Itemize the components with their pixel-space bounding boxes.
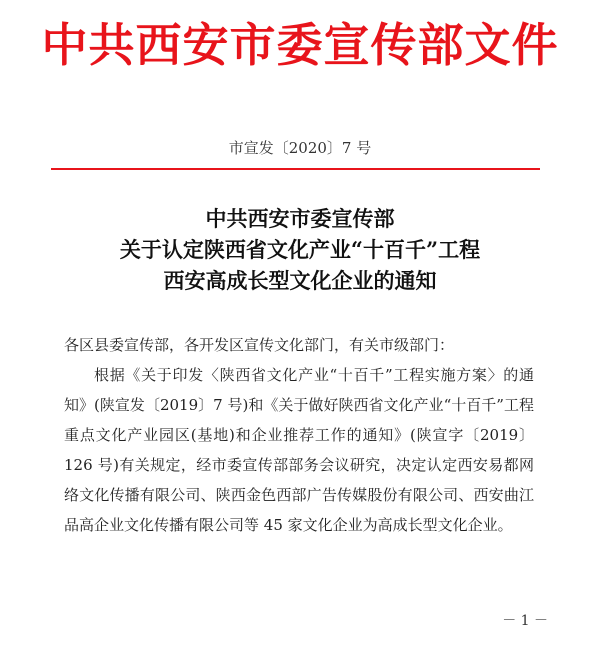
notice-title-line-2: 关于认定陕西省文化产业“十百千”工程 (119, 237, 481, 262)
notice-body (64, 330, 534, 540)
page-number: － 1 － (502, 613, 548, 629)
body-paragraph: 根据《关于印发〈陕西省文化产业“十百千”工程实施方案〉的通知》(陕宣发〔2019〕7 号)和《关于做好陕西省文化产业“十百千”工程重点文化产业园区(基地)和企业推荐工作的通知》(陕宣字〔2019〕126 号)有关规定，经市委宣传部部务会议研究，决定认定西安易都网络文化传播有限公司、陕西金色西部广告传媒股份有限公司、西安曲江品高企业文化传播有限公司等 45 家文化企业为高成长型文化企业。 (64, 366, 534, 534)
document-header-title: 中共西安市委宣传部文件 (41, 18, 559, 72)
document-number: 市宣发〔2020〕7 号 (228, 139, 372, 157)
notice-title-line-1: 中共西安市委宣传部 (205, 206, 395, 231)
notice-title (0, 203, 600, 296)
notice-title-line-3: 西安高成长型文化企业的通知 (163, 268, 437, 293)
salutation: 各区县委宣传部，各开发区宣传文化部门，有关市级部门： (64, 336, 455, 354)
red-separator-line (51, 168, 540, 170)
